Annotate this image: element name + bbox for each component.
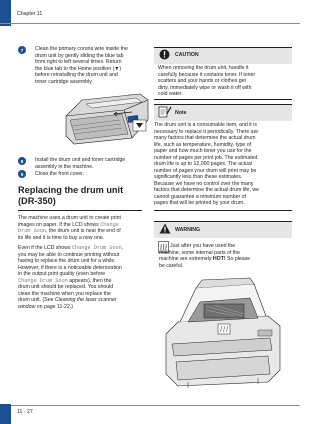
step-8-line: Install the drum unit and toner cartridge [35,157,126,163]
step-number-8: 8 [18,157,26,165]
warning-icon [159,223,171,234]
note-line: necessary to replace it periodically. There are [154,128,259,135]
warning-line: machine, some internal parts of the [159,249,241,256]
machine-interior-illustration [158,274,288,394]
paragraph-line: drum unit should be replaced. You should [18,284,114,290]
note-line: life, such as temperature, humidity, type of [154,141,252,148]
note-title: Note [175,110,187,116]
caution-line: dirty, immediately wipe or wash it off with [158,84,252,91]
note-line: drum life is up to 12,000 pages. The actual [154,161,252,167]
section-rule [18,210,142,211]
paragraph-line: clean the machine when you replace the [18,290,111,297]
header-rule [0,23,300,24]
text-run: appears), then the [67,277,112,284]
caution-line: cold water. [158,91,183,97]
caution-line: scatters and your hands or clothes get [158,78,246,84]
cross-reference-link[interactable]: window [18,303,36,310]
note-line: pages that will be printed by your drum. [154,200,245,206]
section-heading-line: (DR-350) [18,196,56,206]
caution-icon [159,49,170,60]
paragraph-line [18,304,144,311]
caution-title: CAUTION [175,52,199,58]
step-7-line: the blue tab to the Home position (▼) [35,65,122,72]
step-7-text [35,46,128,85]
hot-emphasis: HOT! [212,256,226,262]
warning-line: Just after you have used the [170,243,236,249]
paragraph-line: However, if there is a noticeable deterioration [18,264,122,271]
text-run: drum unit. (See [18,297,55,303]
step-7-line: from right to left several times. Return [35,59,122,65]
text-run: machine are extremely [159,256,213,262]
paragraph-1 [18,215,144,241]
note-text [154,122,294,207]
step-number-7: 7 [18,46,26,54]
step-9-text [35,171,84,178]
text-run: on page 11-22.) [35,303,73,310]
lcd-message: Change Drum Soon [71,245,122,251]
note-line: significantly less than these estimates. [154,174,243,180]
paragraph-line: The machine uses a drum unit to create print [18,215,121,221]
paragraph-line: having to replace the drum unit for a while. [18,258,116,264]
warning-line: be careful. [159,262,184,269]
caution-line: When removing the drum unit, handle it [158,65,249,71]
step-8-text [35,157,125,170]
step-8-line: assembly in the machine. [35,163,94,170]
warning-text [159,250,291,270]
text-run: , [121,245,124,251]
caution-text [158,65,290,98]
note-line: number of pages your drum will print may be [154,167,257,174]
text-run: images on paper. If the LCD shows [18,221,101,228]
note-line: number of pages per print job. The estimated [154,154,258,161]
step-7-line: Clean the primary corona wire inside the [35,46,128,52]
page-number: 11 - 27 [17,409,33,415]
warning-title: WARNING [175,227,201,233]
drum-unit-illustration [62,86,152,152]
paragraph-line: in the output print quality (even before [18,271,106,277]
note-line: Because we have no control over the many [154,180,254,187]
step-7-line: before reinstalling the drum unit and [35,72,118,78]
note-bottom-rule [154,210,292,211]
chapter-header: Chapter 11 [17,11,43,17]
step-7-line: drum unit by gently sliding the blue tab [35,52,124,59]
section-heading-line: Replacing the drum unit [18,185,124,195]
lcd-message: Drum Soon [18,228,47,234]
note-line: The drum unit is a consumable item, and it is [154,122,257,128]
paragraph-2 [18,245,144,310]
paragraph-line: you may be able to continue printing without [18,251,120,258]
caution-line: carefully because it contains toner. If toner [158,71,256,78]
footer-rule [0,405,300,406]
step-7-line: toner cartridge assembly. [35,78,93,85]
caution-bottom-rule [154,99,292,100]
note-line: cannot guarantee a minimum number of [154,193,246,200]
note-line: many factors that determine the actual drum [154,135,256,141]
note-icon [158,105,172,118]
step-9-line: Close the front cover. [35,171,85,177]
note-line: factors that determine the actual drum life, we [154,187,259,193]
note-line: paper and how much toner you use for the [154,148,252,154]
paragraph-line: its life and it is time to buy a new one. [18,234,105,241]
text-run: Even if the LCD shows [18,245,72,251]
step-number-9: 9 [18,170,26,178]
section-heading [18,185,123,207]
lcd-message: Change [100,221,119,228]
text-run: , the drum unit is near the end of [46,228,121,234]
footer-side-tab [0,404,11,424]
text-run: So please [225,256,251,262]
cross-reference-link[interactable]: Cleaning the laser scanner [54,297,117,303]
lcd-message: Change Drum Soon [18,277,68,284]
